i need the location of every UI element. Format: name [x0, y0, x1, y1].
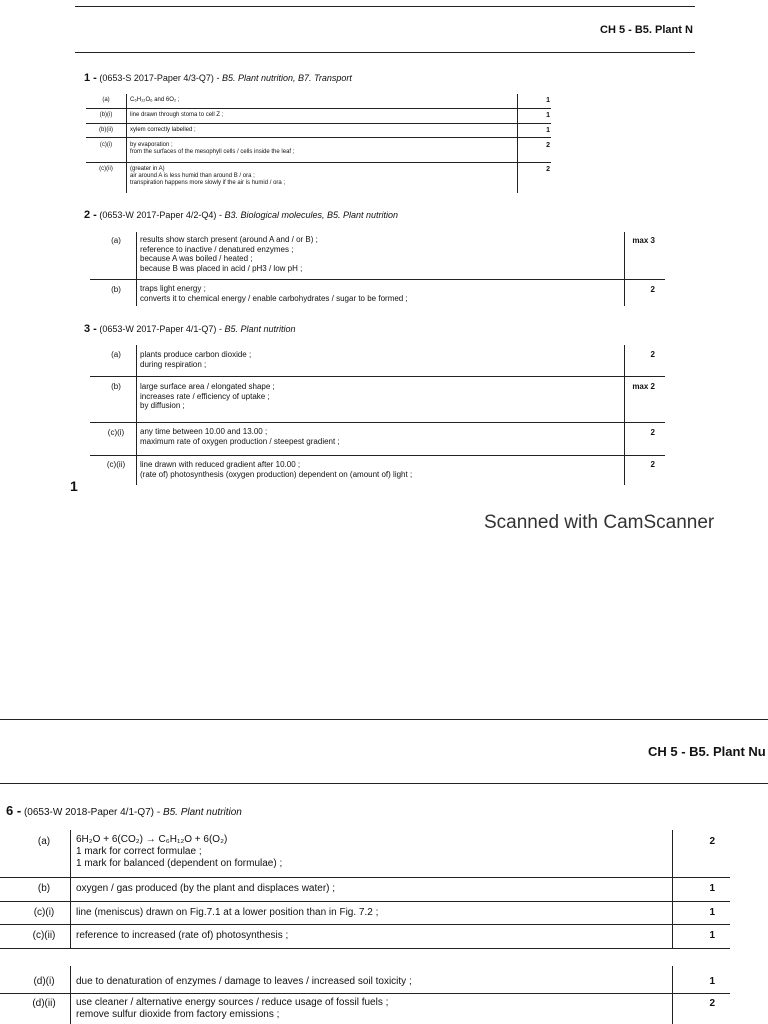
- q3-topic: B5. Plant nutrition: [224, 324, 296, 334]
- q2-row1-answer: results show starch present (around A and / or B) ; reference to inactive / denatured enzymes ; because A was boiled / heated ; because B was placed in acid / pH3 / low pH ;: [140, 235, 318, 273]
- q2-sep: -: [218, 210, 222, 220]
- q3-row2-label: (b): [111, 382, 121, 391]
- q6-topic: B5. Plant nutrition: [162, 807, 242, 818]
- q3-row3-label: (c)(i): [107, 428, 125, 437]
- q6-number: 6 -: [6, 803, 22, 818]
- q2-row1-label: (a): [111, 236, 121, 245]
- camscanner-watermark: Scanned with CamScanner: [484, 512, 715, 533]
- q1-row2-mark: 1: [546, 112, 550, 119]
- q1-row4-answer: by evaporation ; from the surfaces of the mesophyll cells / cells inside the leaf ;: [130, 142, 295, 156]
- q3-sep: -: [218, 324, 222, 334]
- q1-row1-mark: 1: [546, 97, 550, 104]
- q3-row4-mark: 2: [650, 460, 655, 469]
- q1-row3-label: (b)(ii): [99, 127, 113, 133]
- q2-row2-mark: 2: [650, 285, 655, 294]
- q6-row1-answer: 6H₂O + 6(CO₂) → C₆H₁₂O + 6(O₂) 1 mark for correct formulae ; 1 mark for balanced (dependent on formulae) ;: [76, 834, 283, 869]
- page1-top-rule: [75, 6, 695, 7]
- q6-row6-label: (d)(ii): [32, 998, 56, 1009]
- q6-row2-mark: 1: [709, 883, 715, 894]
- q1-ref: (0653-S 2017-Paper 4/3-Q7): [99, 73, 214, 83]
- q6-row4-mark: 1: [709, 930, 715, 941]
- q3-row1-mark: 2: [650, 350, 655, 359]
- q2-row2-answer: traps light energy ; converts it to chemical energy / enable carbohydrates / sugar to be formed ;: [140, 284, 408, 303]
- q1-row1-answer: C₆H₁₂O₆ and 6O₂ ;: [130, 97, 180, 103]
- q1-row3-answer: xylem correctly labelled ;: [130, 127, 196, 133]
- q3-number: 3 -: [84, 323, 97, 335]
- page1-footer-mark: 1: [70, 478, 78, 494]
- q2-ref: (0653-W 2017-Paper 4/2-Q4): [99, 210, 217, 220]
- q2-number: 2 -: [84, 209, 97, 221]
- q2-topic: B3. Biological molecules, B5. Plant nutrition: [224, 210, 399, 220]
- q3-row1-answer: plants produce carbon dioxide ; during respiration ;: [140, 350, 252, 369]
- q1-number: 1 -: [84, 72, 97, 84]
- q1-row1-label: (a): [102, 97, 110, 103]
- q3-row1-label: (a): [111, 350, 121, 359]
- q3-row4-answer: line drawn with reduced gradient after 10.00 ; (rate of) photosynthesis (oxygen production) dependent on (amount of) light ;: [140, 460, 413, 479]
- q6-sep: -: [156, 807, 161, 818]
- q2-title: [84, 209, 398, 221]
- page1-header-rule: [75, 52, 695, 53]
- q6-row5-label: (d)(i): [33, 976, 55, 987]
- page2-header: CH 5 - B5. Plant Nu: [648, 744, 766, 759]
- q1-row4-label: (c)(i): [99, 142, 113, 148]
- q3-ref: (0653-W 2017-Paper 4/1-Q7): [99, 324, 217, 334]
- q6-row1-mark: 2: [709, 836, 715, 847]
- q6-title: [6, 803, 242, 818]
- q6-row1-label: (a): [37, 836, 51, 847]
- q6-ref: (0653-W 2018-Paper 4/1-Q7): [23, 807, 155, 818]
- q1-row5-answer: (greater in A) air around A is less humid than around B / ora ; transpiration happens more slowly if the air is humid / ora ;: [130, 166, 286, 187]
- q3-row2-answer: large surface area / elongated shape ; increases rate / efficiency of uptake ; by diffusion ;: [140, 382, 275, 411]
- q3-row2-mark: max 2: [632, 382, 655, 391]
- q6-row2-answer: oxygen / gas produced (by the plant and displaces water) ;: [76, 883, 336, 894]
- page2-top-rule: [0, 719, 768, 720]
- q6-row6-mark: 2: [709, 998, 715, 1009]
- q6-row3-answer: line (meniscus) drawn on Fig.7.1 at a lower position than in Fig. 7.2 ;: [76, 907, 379, 918]
- q6-row3-mark: 1: [709, 907, 715, 918]
- q6-row5-mark: 1: [709, 976, 715, 987]
- q6-row2-label: (b): [37, 883, 51, 894]
- q1-row2-answer: line drawn through stoma to cell Z ;: [130, 112, 224, 118]
- q6-row5-answer: due to denaturation of enzymes / damage to leaves / increased soil toxicity ;: [76, 976, 412, 987]
- q2-row1-mark: max 3: [632, 236, 655, 245]
- page2-header-rule: [0, 783, 768, 784]
- q1-title: [84, 72, 352, 84]
- q1-topic: B5. Plant nutrition, B7. Transport: [221, 73, 352, 83]
- q1-row2-label: (b)(i): [99, 112, 113, 118]
- q6-row4-label: (c)(ii): [32, 930, 56, 941]
- q6-row6-answer: use cleaner / alternative energy sources / reduce usage of fossil fuels ; remove sulfur dioxide from factory emissions ;: [76, 997, 389, 1020]
- q3-title: [84, 323, 296, 335]
- q2-row2-label: (b): [111, 285, 121, 294]
- watermark: ​: [351, 266, 509, 423]
- q6-row4-answer: reference to increased (rate of) photosynthesis ;: [76, 930, 289, 941]
- q1-row5-label: (c)(ii): [99, 166, 113, 172]
- q1-row5-mark: 2: [546, 166, 550, 173]
- q3-row3-mark: 2: [650, 428, 655, 437]
- q1-sep: -: [216, 73, 220, 83]
- q6-row3-label: (c)(i): [33, 907, 55, 918]
- q1-row4-mark: 2: [546, 142, 550, 149]
- q3-row3-answer: any time between 10.00 and 13.00 ; maximum rate of oxygen production / steepest gradient ;: [140, 427, 340, 446]
- q1-row3-mark: 1: [546, 127, 550, 134]
- page1-header: CH 5 - B5. Plant N: [600, 24, 693, 36]
- q3-row4-label: (c)(ii): [106, 460, 126, 469]
